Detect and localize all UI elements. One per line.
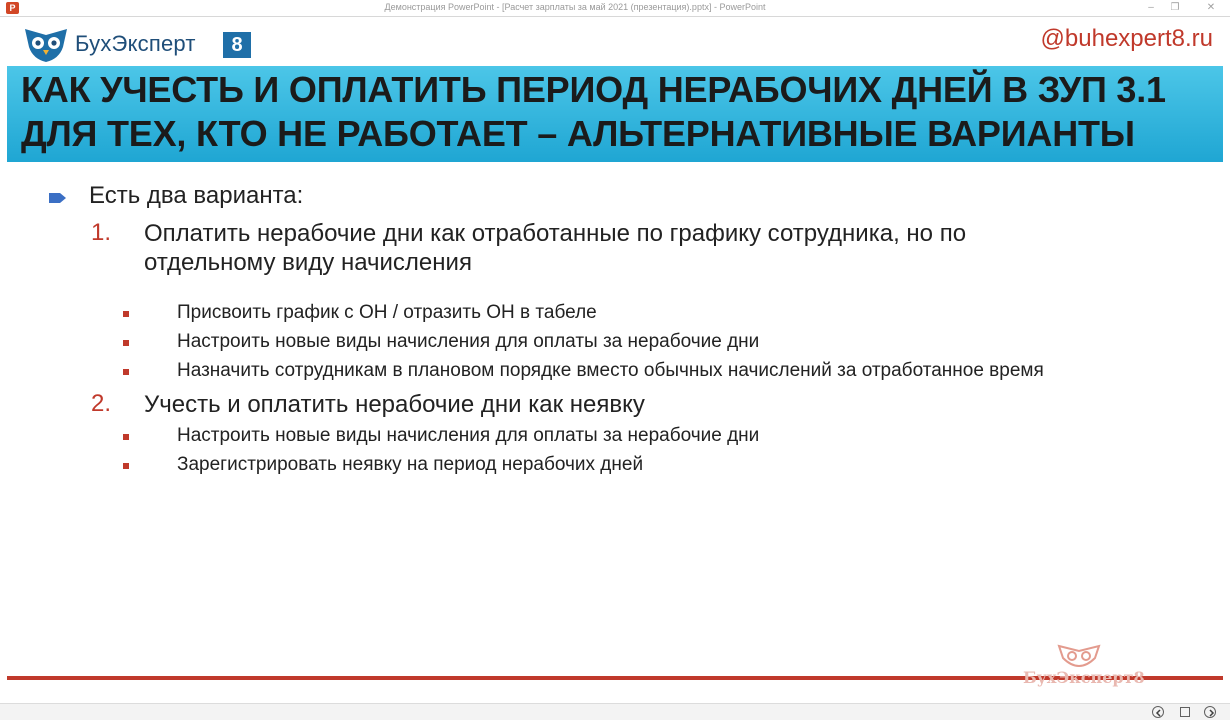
- square-bullet-icon: [123, 434, 129, 440]
- slide-headline: [21, 68, 1216, 156]
- window-title-bar: [0, 0, 1230, 17]
- next-slide-button[interactable]: [1204, 706, 1216, 718]
- list-item: Зарегистрировать неявку на период нерабочих дней: [177, 454, 644, 475]
- site-address: @buhexpert8.ru: [1040, 25, 1213, 52]
- headline-line-1: КАК УЧЕСТЬ И ОПЛАТИТЬ ПЕРИОД НЕРАБОЧИХ ДНЕЙ В ЗУП 3.1: [21, 69, 1166, 110]
- watermark: [1021, 642, 1145, 702]
- window-title: Демонстрация PowerPoint - [Расчет зарплаты за май 2021 (презентация).pptx] - PowerPoint: [384, 2, 766, 12]
- status-bar: [0, 703, 1230, 720]
- option-title: Учесть и оплатить нерабочие дни как неявку: [144, 391, 645, 418]
- brand-name: БухЭксперт: [75, 31, 196, 56]
- square-bullet-icon: [123, 311, 129, 317]
- intro-text: Есть два варианта:: [89, 182, 304, 209]
- list-item: Настроить новые виды начисления для оплаты за нерабочие дни: [177, 331, 760, 352]
- slide: [7, 17, 1223, 703]
- watermark-text: БухЭксперт8: [1023, 668, 1145, 687]
- powerpoint-icon: P: [6, 2, 19, 14]
- square-bullet-icon: [123, 340, 129, 346]
- arrow-bullet-icon: [49, 192, 67, 204]
- option-number: 1.: [91, 219, 112, 246]
- minimize-button[interactable]: –: [1148, 2, 1154, 13]
- headline-banner: [7, 66, 1223, 162]
- chevron-right-icon: [1205, 707, 1217, 719]
- list-item: Настроить новые виды начисления для оплаты за нерабочие дни: [177, 425, 760, 446]
- list-item: Назначить сотрудникам в плановом порядке вместо обычных начислений за отработанное время: [177, 360, 1044, 381]
- restore-button[interactable]: ❐: [1170, 2, 1180, 13]
- option-title-line: Оплатить нерабочие дни как отработанные по графику сотрудника, но по: [144, 220, 967, 247]
- option-title-line: отдельному виду начисления: [144, 249, 472, 276]
- owl-icon: [23, 23, 69, 63]
- option-number: 2.: [91, 390, 112, 417]
- headline-line-2: ДЛЯ ТЕХ, КТО НЕ РАБОТАЕТ – АЛЬТЕРНАТИВНЫЕ ВАРИАНТЫ: [21, 113, 1135, 154]
- previous-slide-button[interactable]: [1152, 706, 1164, 718]
- close-button[interactable]: ✕: [1206, 2, 1216, 13]
- slide-sorter-icon[interactable]: [1180, 707, 1190, 717]
- square-bullet-icon: [123, 369, 129, 375]
- list-item: Присвоить график с ОН / отразить ОН в табеле: [177, 302, 597, 323]
- chevron-left-icon: [1153, 707, 1165, 719]
- brand-badge: 8: [223, 32, 251, 58]
- square-bullet-icon: [123, 463, 129, 469]
- option-title: [144, 219, 966, 277]
- owl-watermark-icon: [1057, 644, 1101, 668]
